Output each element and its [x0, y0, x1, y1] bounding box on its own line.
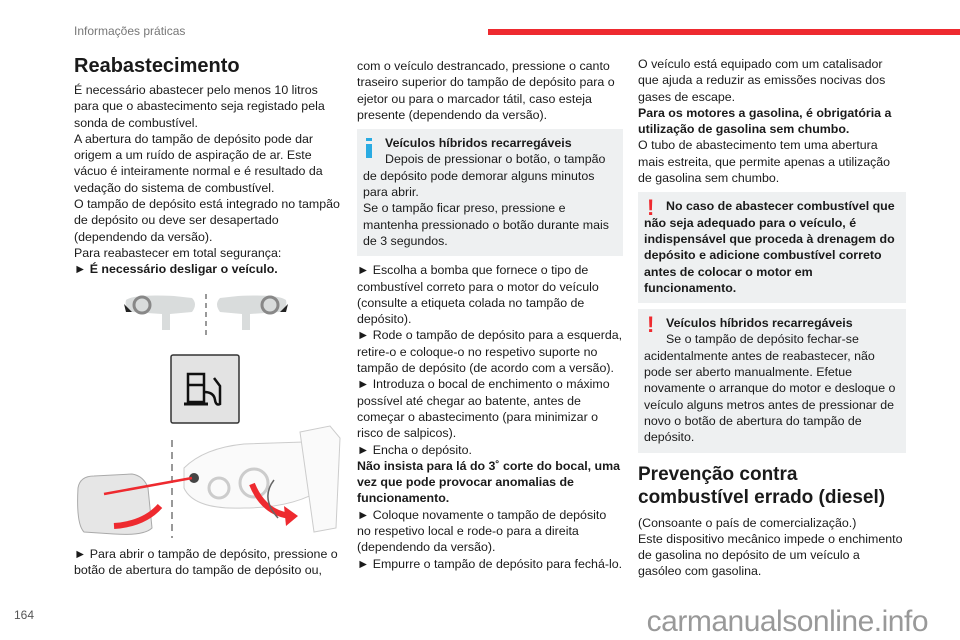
warning-text: Não insista para lá do 3˚ corte do bocal, uma vez que pode provocar anomalias de funcionamento. [357, 458, 621, 506]
warning-box-title: Veículos híbridos recarregáveis [666, 316, 853, 331]
paragraph: O veículo está equipado com um catalisador que ajuda a reduzir as emissões nocivas dos gases de escape. [638, 57, 886, 104]
exclamation-icon: ! [647, 312, 655, 338]
paragraph-bold: Para os motores a gasolina, é obrigatória a utilização de gasolina sem chumbo. [638, 105, 892, 137]
paragraph: O tubo de abastecimento tem uma abertura mais estreita, que permite apenas a utilização de gasolina sem chumbo. [638, 138, 891, 186]
info-icon [366, 138, 372, 158]
paragraph: Este dispositivo mecânico impede o enchimento de gasolina no depósito de um veículo a gasóleo com gasolina. [638, 531, 903, 579]
header-accent-bar [488, 29, 960, 35]
paragraph: Para reabastecer em total segurança: [74, 245, 282, 260]
section-title: Prevenção contra combustível errado (diesel) [638, 463, 886, 508]
paragraph: É necessário abastecer pelo menos 10 litros para que o abastecimento seja registado pela sonda de combustível. [74, 83, 325, 130]
steering-wheel-icon [217, 295, 288, 330]
section-header: Informações práticas [74, 24, 186, 38]
warning-box [638, 309, 906, 452]
warning-box-text: Se o tampão de depósito fechar-se acidentalmente antes de reabastecer, não pode ser aberto manualmente. Efetue novamente o arranque do motor e desloque o veículo alguns metros antes de pressionar de novo o botão de abertura do tampão de depósito. [644, 332, 896, 445]
paragraph: ► Introduza o bocal de enchimento o máximo possível até chegar ao batente, antes de começar o abastecimento (para minimizar o risco de salpicos). [357, 377, 610, 441]
paragraph: O tampão de depósito está integrado no tampão de depósito ou deve ser desapertado (dependendo da versão). [74, 197, 340, 244]
fuel-flap-illustration [74, 288, 346, 538]
info-box-title: Veículos híbridos recarregáveis [385, 136, 572, 151]
info-box [357, 129, 623, 256]
watermark: carmanualsonline.info [646, 605, 928, 638]
warning-box [638, 192, 906, 303]
exclamation-icon: ! [647, 195, 655, 221]
column-1 [74, 54, 346, 578]
page-title: Reabastecimento [74, 55, 240, 77]
page-number: 164 [14, 608, 35, 622]
fuel-pump-icon [171, 355, 239, 423]
info-box-text: Depois de pressionar o botão, o tampão de depósito pode demorar alguns minutos para abrir. [363, 152, 606, 200]
paragraph: (Consoante o país de comercialização.) [638, 515, 857, 530]
paragraph: ► Encha o depósito. [357, 442, 472, 457]
column-3 [638, 56, 906, 580]
info-box-text: Se o tampão ficar preso, pressione e mantenha pressionado o botão durante mais de 3 segundos. [363, 201, 609, 248]
paragraph: ► Rode o tampão de depósito para a esquerda, retire-o e coloque-o no respetivo suporte no tampão de depósito (de acordo com a versão). [357, 328, 623, 376]
warning-box-text: No caso de abastecer combustível que não seja adequado para o veículo, é indispensável que proceda à drenagem do depósito e adicione combustível correto antes de colocar o motor em funcionamento. [644, 199, 895, 295]
paragraph: ► Coloque novamente o tampão de depósito no respetivo local e rode-o para a direita (dependendo da versão). [357, 507, 607, 555]
column-2 [357, 58, 623, 572]
illustrations [74, 288, 346, 538]
paragraph: A abertura do tampão de depósito pode dar origem a um ruído de aspiração de ar. Este vácuo é inteiramente normal e é resultado da vedação do sistema de combustível. [74, 131, 323, 195]
paragraph: ► Empurre o tampão de depósito para fechá-lo. [357, 556, 623, 571]
paragraph: ► Escolha a bomba que fornece o tipo de combustível correto para o motor do veículo (consulte a etiqueta colada no tampão de depósito). [357, 263, 599, 327]
instruction-bold: ► É necessário desligar o veículo. [74, 262, 278, 277]
steering-wheel-icon [124, 295, 195, 330]
paragraph: ► Para abrir o tampão de depósito, pressione o botão de abertura do tampão de depósito ou, [74, 546, 338, 577]
paragraph: com o veículo destrancado, pressione o canto traseiro superior do tampão de depósito para o ejetor ou para o marcador tátil, caso esteja presente (dependendo da versão). [357, 59, 615, 122]
